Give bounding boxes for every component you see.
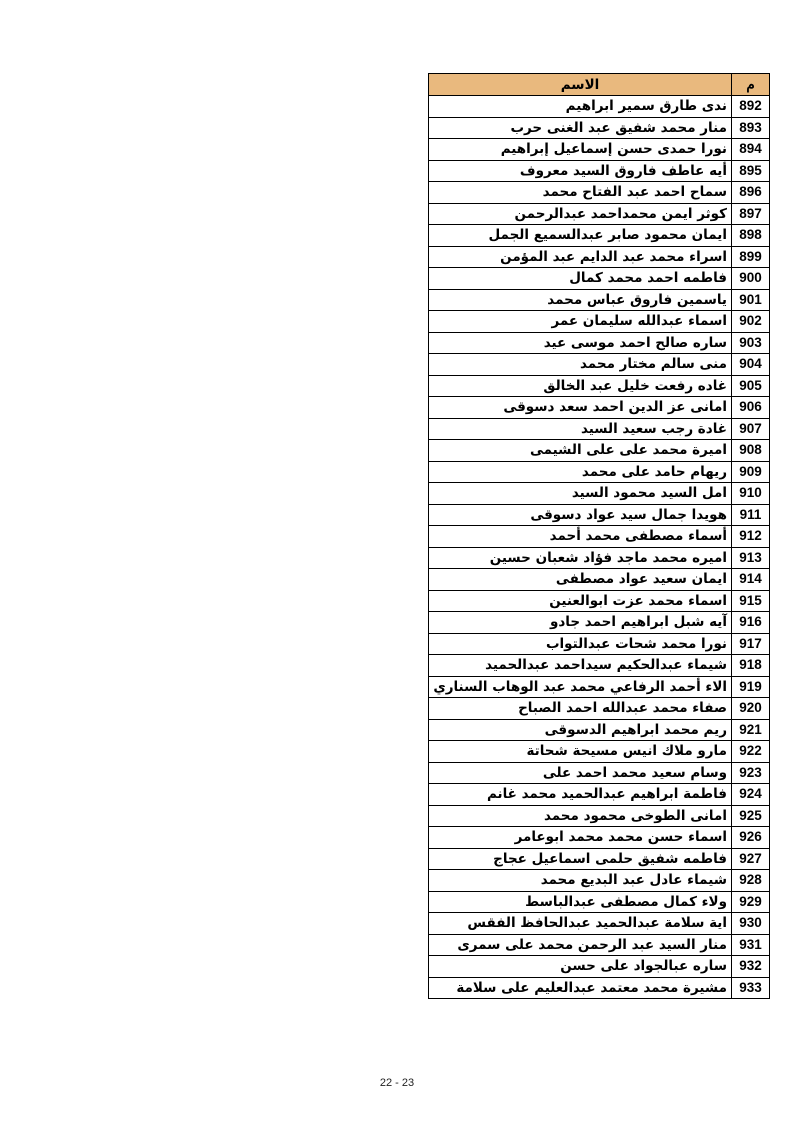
table-row: [429, 461, 770, 483]
row-number: 905: [732, 375, 770, 397]
row-name: نورا محمد شحات عبدالتواب: [429, 633, 732, 655]
table-row: [429, 440, 770, 462]
row-name: شيماء عادل عبد البديع محمد: [429, 870, 732, 892]
row-number: 892: [732, 96, 770, 118]
row-number: 899: [732, 246, 770, 268]
row-number: 932: [732, 956, 770, 978]
row-name: اسراء محمد عبد الدايم عبد المؤمن: [429, 246, 732, 268]
table-row: [429, 160, 770, 182]
table-row: [429, 891, 770, 913]
table-row: [429, 268, 770, 290]
table-row: [429, 311, 770, 333]
table-row: [429, 762, 770, 784]
row-name: ايمان محمود صابر عبدالسميع الجمل: [429, 225, 732, 247]
table-row: [429, 526, 770, 548]
row-number: 923: [732, 762, 770, 784]
row-name: ريم محمد ابراهيم الدسوقى: [429, 719, 732, 741]
row-number: 927: [732, 848, 770, 870]
table-row: [429, 375, 770, 397]
row-number: 894: [732, 139, 770, 161]
table-header-row: [429, 74, 770, 96]
row-number: 920: [732, 698, 770, 720]
table-row: [429, 698, 770, 720]
row-name: سماح احمد عبد الفتاح محمد: [429, 182, 732, 204]
row-number: 903: [732, 332, 770, 354]
row-name: فاطمه شفيق حلمى اسماعيل عجاج: [429, 848, 732, 870]
row-name: الاء أحمد الرفاعي محمد عبد الوهاب السناري: [429, 676, 732, 698]
row-name: أيه عاطف فاروق السيد معروف: [429, 160, 732, 182]
row-name: ساره عبالجواد على حسن: [429, 956, 732, 978]
row-number: 901: [732, 289, 770, 311]
table-row: [429, 96, 770, 118]
row-number: 929: [732, 891, 770, 913]
table-row: [429, 246, 770, 268]
row-number: 915: [732, 590, 770, 612]
row-number: 909: [732, 461, 770, 483]
table-row: [429, 870, 770, 892]
row-number: 933: [732, 977, 770, 999]
row-number: 917: [732, 633, 770, 655]
row-number: 921: [732, 719, 770, 741]
row-name: اميره محمد ماجد فؤاد شعبان حسين: [429, 547, 732, 569]
table-row: [429, 289, 770, 311]
table-row: [429, 504, 770, 526]
row-name: منى سالم مختار محمد: [429, 354, 732, 376]
row-name: فاطمة ابراهيم عبدالحميد محمد غانم: [429, 784, 732, 806]
row-number: 914: [732, 569, 770, 591]
row-name: نورا حمدى حسن إسماعيل إبراهيم: [429, 139, 732, 161]
row-number: 916: [732, 612, 770, 634]
table-row: [429, 741, 770, 763]
row-name: ساره صالح احمد موسى عيد: [429, 332, 732, 354]
row-name: كوثر ايمن محمداحمد عبدالرحمن: [429, 203, 732, 225]
header-name: الاسم: [429, 74, 732, 96]
table-row: [429, 354, 770, 376]
row-name: ياسمين فاروق عباس محمد: [429, 289, 732, 311]
row-number: 930: [732, 913, 770, 935]
row-name: ولاء كمال مصطفى عبدالباسط: [429, 891, 732, 913]
row-name: منار محمد شفيق عبد الغنى حرب: [429, 117, 732, 139]
table-row: [429, 848, 770, 870]
row-number: 922: [732, 741, 770, 763]
table-row: [429, 569, 770, 591]
row-name: غادة رجب سعيد السيد: [429, 418, 732, 440]
row-name: اسماء محمد عزت ابوالعنين: [429, 590, 732, 612]
table-row: [429, 139, 770, 161]
header-number: م: [732, 74, 770, 96]
table-row: [429, 827, 770, 849]
row-name: ايمان سعيد عواد مصطفى: [429, 569, 732, 591]
row-name: غاده رفعت خليل عبد الخالق: [429, 375, 732, 397]
table-row: [429, 956, 770, 978]
row-number: 919: [732, 676, 770, 698]
row-number: 918: [732, 655, 770, 677]
row-name: مشيرة محمد معتمد عبدالعليم على سلامة: [429, 977, 732, 999]
table-row: [429, 203, 770, 225]
table-row: [429, 397, 770, 419]
row-number: 924: [732, 784, 770, 806]
table-row: [429, 418, 770, 440]
row-number: 897: [732, 203, 770, 225]
table-row: [429, 483, 770, 505]
row-number: 913: [732, 547, 770, 569]
row-number: 911: [732, 504, 770, 526]
row-name: امل السيد محمود السيد: [429, 483, 732, 505]
row-number: 906: [732, 397, 770, 419]
table-row: [429, 590, 770, 612]
table-row: [429, 934, 770, 956]
row-number: 900: [732, 268, 770, 290]
row-name: اسماء حسن محمد محمد ابوعامر: [429, 827, 732, 849]
row-name: ريهام حامد على محمد: [429, 461, 732, 483]
table-row: [429, 977, 770, 999]
row-name: اية سلامة عبدالحميد عبدالحافظ الفقس: [429, 913, 732, 935]
row-number: 926: [732, 827, 770, 849]
row-number: 902: [732, 311, 770, 333]
row-name: شيماء عبدالحكيم سيداحمد عبدالحميد: [429, 655, 732, 677]
table-row: [429, 655, 770, 677]
row-name: امانى عز الدين احمد سعد دسوقى: [429, 397, 732, 419]
row-number: 910: [732, 483, 770, 505]
row-name: أسماء مصطفى محمد أحمد: [429, 526, 732, 548]
table-row: [429, 182, 770, 204]
row-number: 896: [732, 182, 770, 204]
table-row: [429, 117, 770, 139]
table-row: [429, 676, 770, 698]
row-name: آيه شبل ابراهيم احمد جادو: [429, 612, 732, 634]
row-name: اسماء عبدالله سليمان عمر: [429, 311, 732, 333]
row-name: هويدا جمال سيد عواد دسوقى: [429, 504, 732, 526]
row-number: 904: [732, 354, 770, 376]
table-row: [429, 913, 770, 935]
row-number: 908: [732, 440, 770, 462]
table-row: [429, 332, 770, 354]
row-number: 925: [732, 805, 770, 827]
table-body: [429, 96, 770, 999]
table-row: [429, 547, 770, 569]
table-row: [429, 633, 770, 655]
row-number: 928: [732, 870, 770, 892]
row-name: اميرة محمد على على الشيمى: [429, 440, 732, 462]
names-table: [428, 73, 770, 999]
table-row: [429, 805, 770, 827]
table-row: [429, 719, 770, 741]
row-number: 931: [732, 934, 770, 956]
table-row: [429, 784, 770, 806]
page-number: 22 - 23: [379, 1077, 415, 1089]
row-name: صفاء محمد عبدالله احمد الصباح: [429, 698, 732, 720]
row-name: امانى الطوخى محمود محمد: [429, 805, 732, 827]
row-number: 895: [732, 160, 770, 182]
row-name: مارو ملاك انيس مسيحة شحاتة: [429, 741, 732, 763]
row-number: 912: [732, 526, 770, 548]
row-name: فاطمه احمد محمد كمال: [429, 268, 732, 290]
row-name: وسام سعيد محمد احمد على: [429, 762, 732, 784]
row-number: 898: [732, 225, 770, 247]
row-number: 907: [732, 418, 770, 440]
row-name: منار السيد عبد الرحمن محمد على سمرى: [429, 934, 732, 956]
row-name: ندى طارق سمير ابراهيم: [429, 96, 732, 118]
table-row: [429, 225, 770, 247]
row-number: 893: [732, 117, 770, 139]
table-row: [429, 612, 770, 634]
